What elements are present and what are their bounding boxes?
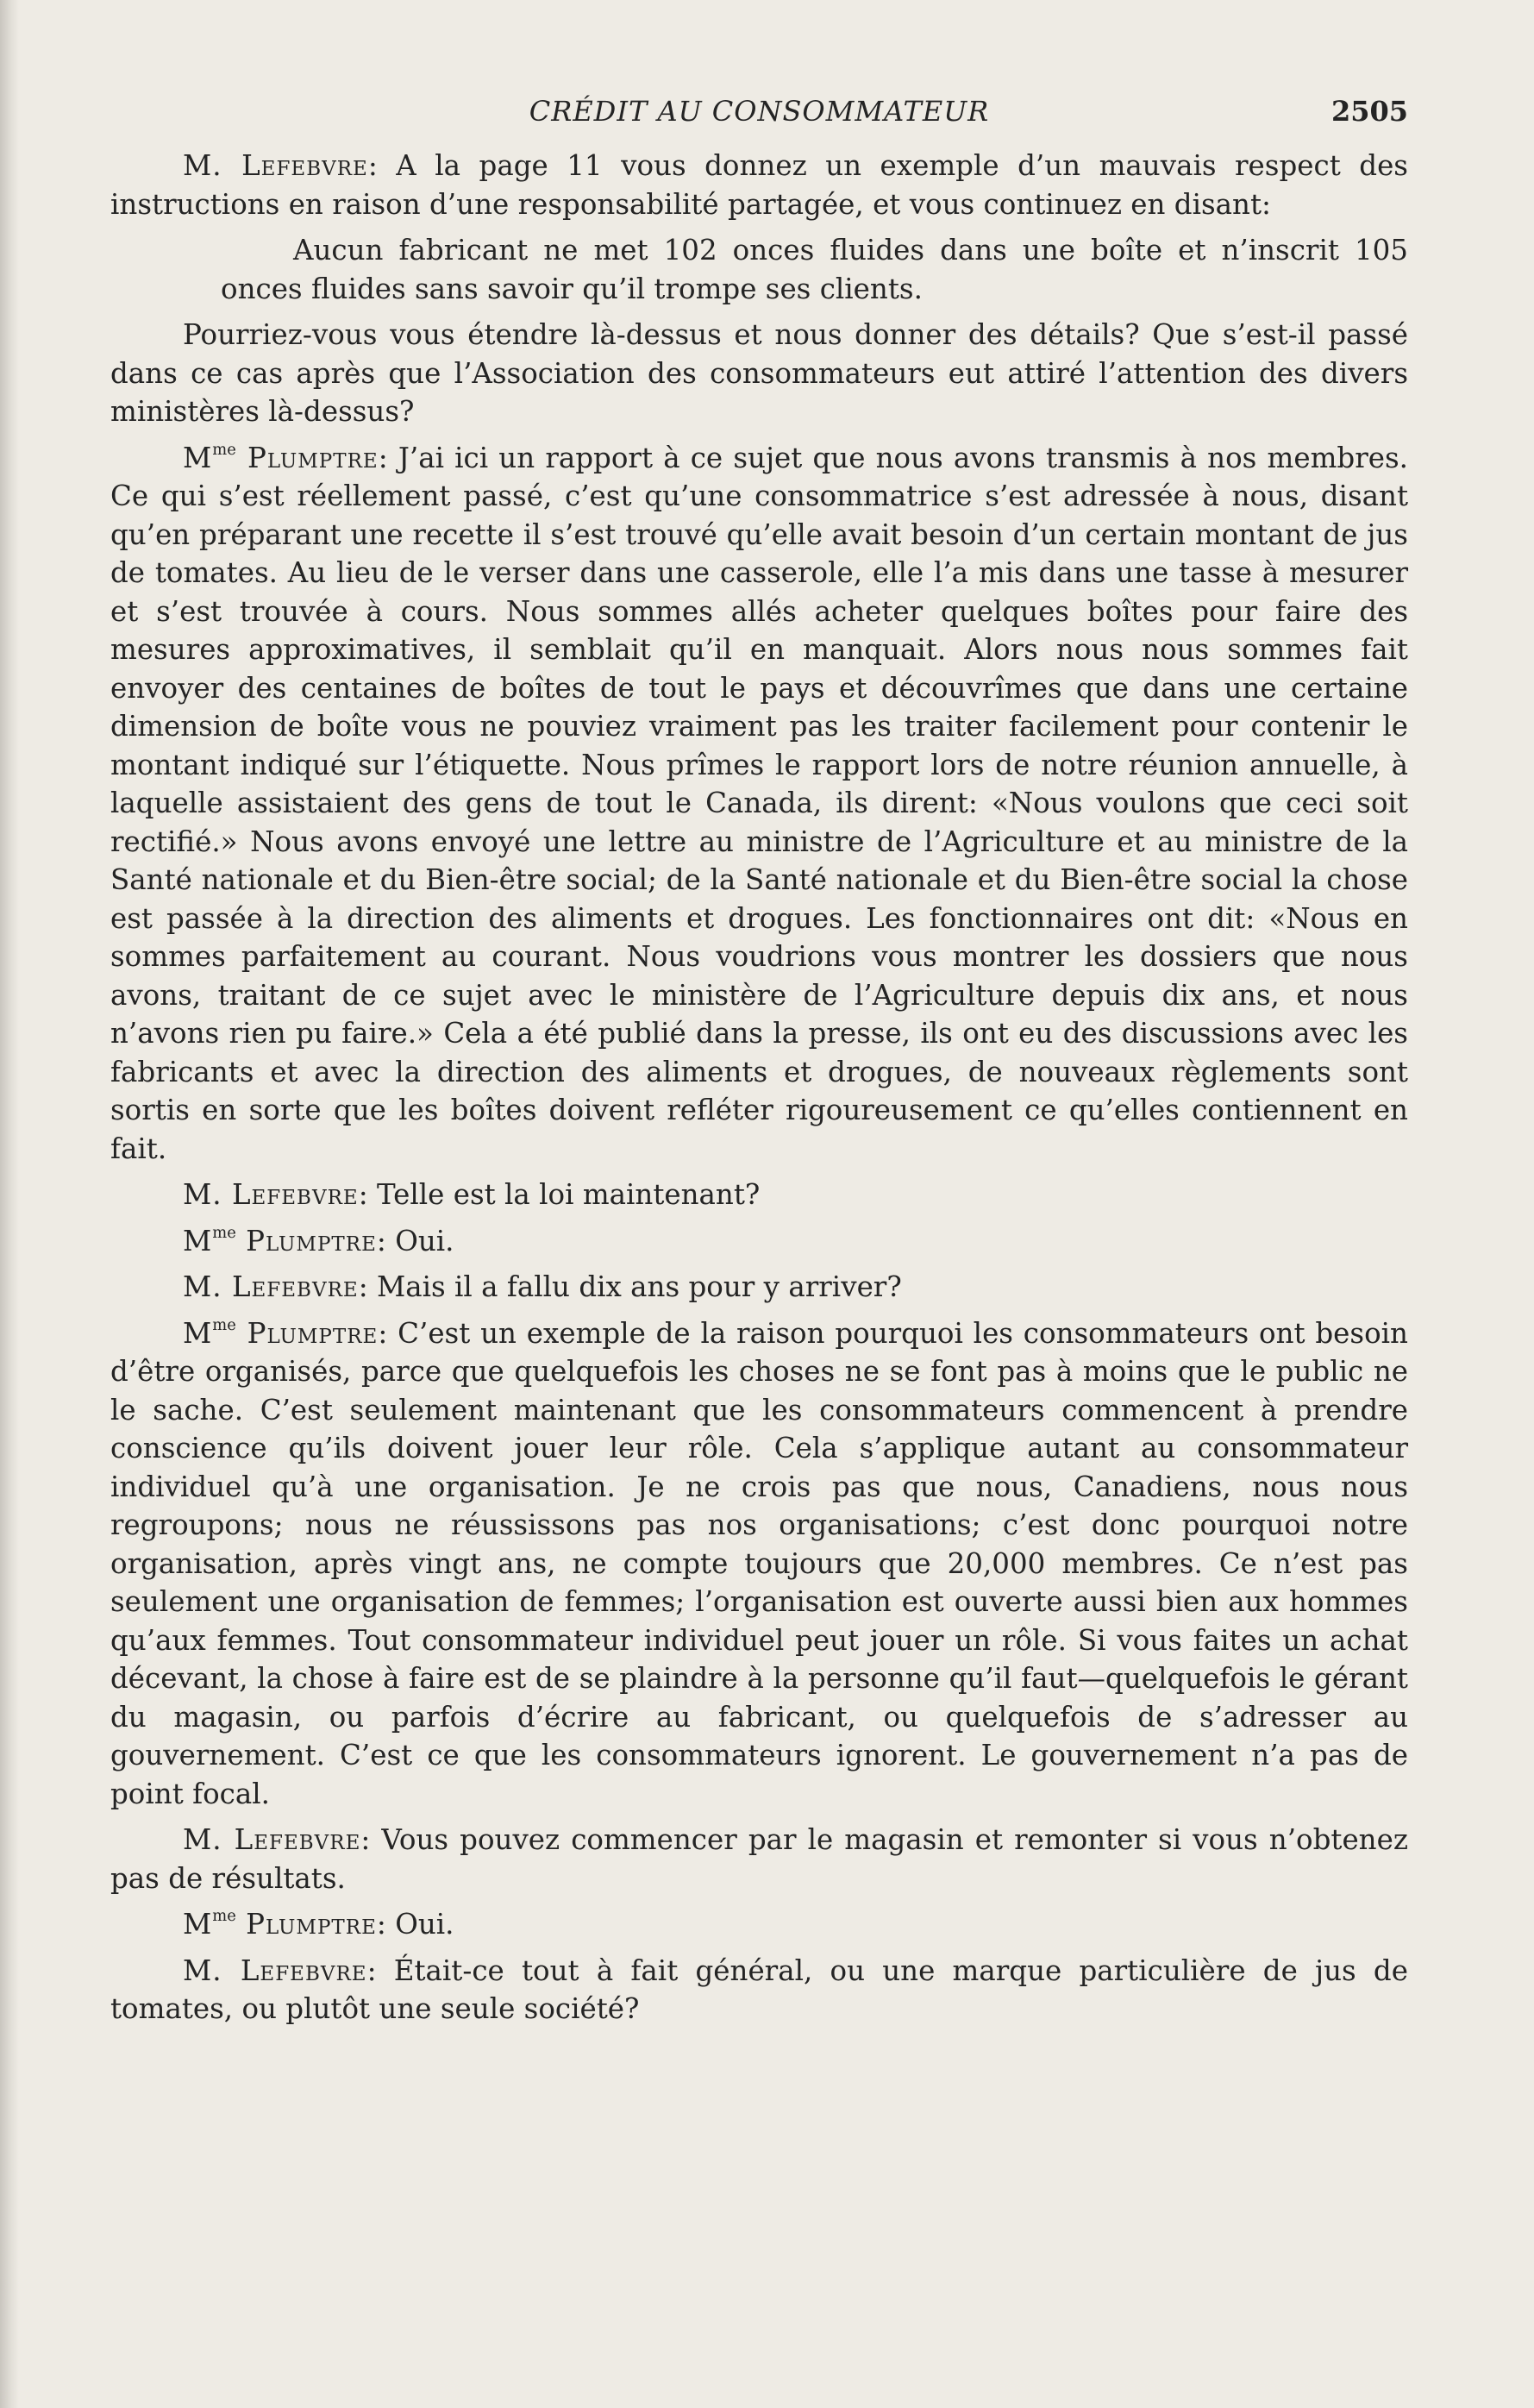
speaker-name: M. Lefebvre xyxy=(183,149,368,182)
speaker-title: M xyxy=(183,441,213,474)
paragraph xyxy=(110,1821,1408,1897)
speaker-separator: : xyxy=(366,1953,377,1987)
speaker-separator: : xyxy=(376,1224,386,1257)
speaker-title: M xyxy=(183,1224,213,1257)
speaker-surname: Plumptre xyxy=(246,1908,377,1941)
page-binding-edge xyxy=(0,0,19,2408)
paragraph xyxy=(110,1222,1408,1261)
speaker-title: M xyxy=(183,1908,213,1941)
paragraph-text: Oui. xyxy=(395,1908,454,1941)
paragraph-text: Était-ce tout à fait général, ou une marque particulière de jus de tomates, ou plutôt une seule société? xyxy=(110,1953,1408,2025)
speaker-separator: : xyxy=(358,1178,368,1211)
paragraph-text: A la page 11 vous donnez un exemple d’un mauvais respect des instructions en raison d’une responsabilité partagée, et vous continuez en disant: xyxy=(110,149,1408,221)
speaker-separator: : xyxy=(360,1823,371,1856)
paragraph-text: Telle est la loi maintenant? xyxy=(376,1178,761,1211)
block-quote: Aucun fabricant ne met 102 onces fluides dans une boîte et n’inscrit 105 onces fluides sans savoir qu’il trompe ses clients. xyxy=(221,234,1408,305)
speaker-title-superscript: me xyxy=(212,1223,236,1242)
paragraph xyxy=(110,1268,1408,1307)
speaker-separator: : xyxy=(378,1316,388,1350)
speaker-name: M. Lefebvre xyxy=(183,1270,359,1303)
page-number: 2505 xyxy=(1331,95,1408,128)
speaker-title-superscript: me xyxy=(212,1906,236,1925)
paragraph xyxy=(110,1314,1408,1814)
speaker-name: M. Lefebvre xyxy=(183,1178,359,1211)
speaker-separator: : xyxy=(367,149,378,182)
speaker-name xyxy=(183,442,379,474)
paragraph xyxy=(110,147,1408,223)
document-page xyxy=(110,95,1408,2036)
paragraph xyxy=(110,1905,1408,1944)
paragraph-text: Mais il a fallu dix ans pour y arriver? xyxy=(376,1270,902,1303)
running-header xyxy=(110,95,1408,147)
paragraph: Pourriez-vous vous étendre là-dessus et nous donner des détails? Que s’est-il passé dans ce cas après que l’Association des consommateurs eut attiré l’attention des divers ministères là-dessus? xyxy=(110,318,1408,428)
paragraph xyxy=(110,1176,1408,1214)
speaker-surname: Plumptre xyxy=(246,1224,377,1257)
speaker-name xyxy=(183,1908,377,1941)
speaker-surname: Plumptre xyxy=(247,1316,379,1350)
paragraph-text: Vous pouvez commencer par le magasin et remonter si vous n’obtenez pas de résultats. xyxy=(110,1823,1408,1895)
speaker-name: M. Lefebvre xyxy=(183,1953,367,1987)
paragraph-text: Oui. xyxy=(395,1224,454,1257)
speaker-separator: : xyxy=(358,1270,368,1303)
paragraph-text: C’est un exemple de la raison pourquoi les consommateurs ont besoin d’être organisés, parce que quelquefois les choses ne se font pas à moins que le public ne le sache. C’est seulement maintenant que les consommateurs commencent à prendre conscience qu’ils doivent jouer leur rôle. Cela s’applique autant au consommateur individuel qu’à une organisation. Je ne crois pas que nous, Canadiens, nous nous regroupons; nous ne réussissons pas nos organisations; c’est donc pourquoi notre organisation, après vingt ans, ne compte toujours que 20,000 membres. Ce n’est pas seulement une organisation de femmes; l’organisation est ouverte aussi bien aux hommes qu’aux femmes. Tout consommateur individuel peut jouer un rôle. Si vous faites un achat décevant, la chose à faire est de se plaindre à la personne qu’il faut—quelquefois le gérant du magasin, ou parfois d’écrire au fabricant, ou quelquefois de s’adresser au gouvernement. C’est ce que les consommateurs ignorent. Le gouvernement n’a pas de point focal. xyxy=(110,1316,1408,1810)
paragraph xyxy=(110,1952,1408,2029)
speaker-name xyxy=(183,1225,377,1257)
speaker-name xyxy=(183,1317,378,1350)
paragraph xyxy=(110,439,1408,1169)
speaker-surname: Plumptre xyxy=(247,441,379,474)
paragraph-text: J’ai ici un rapport à ce sujet que nous avons transmis à nos membres. Ce qui s’est réellement passé, c’est qu’une consommatrice s’est adressée à nous, disant qu’en préparant une recette il s’est trouvé qu’elle avait besoin d’un certain montant de jus de tomates. Au lieu de le verser dans une casserole, elle l’a mis dans une tasse à mesurer et s’est trouvée à cours. Nous sommes allés acheter quelques boîtes pour faire des mesures approximatives, il semblait qu’il en manquait. Alors nous nous sommes fait envoyer des centaines de boîtes de tout le pays et découvrîmes que dans une certaine dimension de boîte vous ne pouviez vraiment pas les traiter facilement pour contenir le montant indiqué sur l’étiquette. Nous prîmes le rapport lors de notre réunion annuelle, à laquelle assistaient des gens de tout le Canada, ils dirent: «Nous voulons que ceci soit rectifié.» Nous avons envoyé une lettre au ministre de l’Agriculture et au ministre de la Santé nationale et du Bien-être social; de la Santé nationale et du Bien-être social la chose est passée à la direction des aliments et drogues. Les fonctionnaires ont dit: «Nous en sommes parfaitement au courant. Nous voudrions vous montrer les dossiers que nous avons, traitant de ce sujet avec le ministère de l’Agriculture depuis dix ans, et nous n’avons rien pu faire.» Cela a été publié dans la presse, ils ont eu des discussions avec les fabricants et avec la direction des aliments et drogues, de nouveaux règlements sont sortis en sorte que les boîtes doivent refléter rigoureusement ce qu’elles contiennent en fait. xyxy=(110,441,1408,1165)
speaker-name: M. Lefebvre xyxy=(183,1823,361,1856)
speaker-separator: : xyxy=(376,1908,386,1941)
speaker-title: M xyxy=(183,1316,213,1350)
running-title: CRÉDIT AU CONSOMMATEUR xyxy=(529,95,990,128)
transcript-body xyxy=(110,147,1408,2029)
speaker-separator: : xyxy=(378,441,388,474)
speaker-title-superscript: me xyxy=(212,1315,236,1334)
speaker-title-superscript: me xyxy=(212,440,236,459)
